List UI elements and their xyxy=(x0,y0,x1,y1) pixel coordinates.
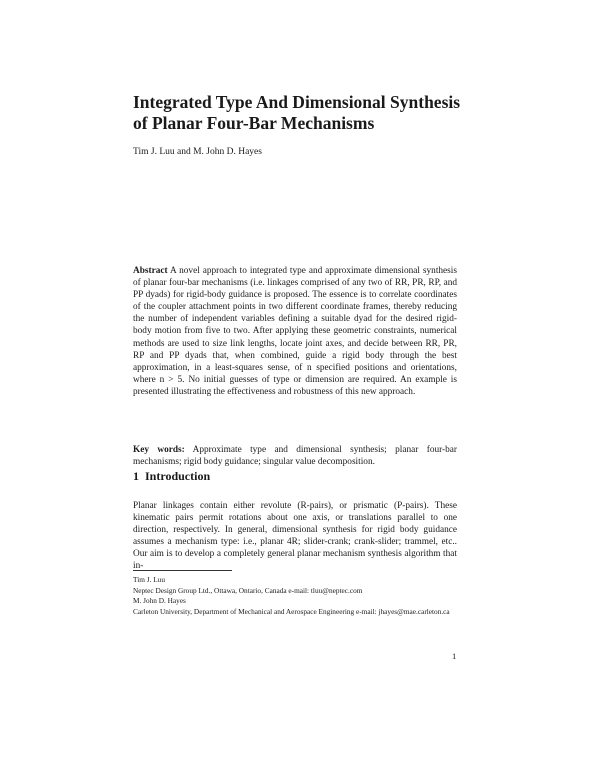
keywords-text: Approximate type and dimensional synthesis; planar four-bar mechanisms; rigid body guidance; singular value decomposition. xyxy=(133,445,458,468)
abstract xyxy=(133,265,457,398)
keywords-label: Key words: xyxy=(133,445,185,455)
section-heading-introduction xyxy=(133,469,210,484)
footnote-divider xyxy=(133,570,232,571)
keywords xyxy=(133,444,457,468)
author-footnotes xyxy=(133,575,457,617)
section-number: 1 xyxy=(133,469,139,483)
footnote-author1-affiliation: Neptec Design Group Ltd., Ottawa, Ontario, Canada e-mail: tluu@neptec.com xyxy=(133,585,363,595)
abstract-text: A novel approach to integrated type and approximate dimensional synthesis of planar four-bar mechanisms (i.e. linkages comprised of any two of RR, PR, RP, and PP dyads) for rigid-body guidance is proposed. The essence is to correlate coordinates of the coupler attachment points in two different coordinate frames, thereby reducing the number of independent variables defining a suitable dyad for the desired rigid-body motion from five to two. After applying these geometric constraints, numerical methods are used to size link lengths, locate joint axes, and decide between RR, PR, RP and PP dyads that, when combined, guide a rigid body through the best approximation, in a least-squares sense, of n specified positions and orientations, where n > 5. No initial guesses of type or dimension are required. An example is presented illustrating the effectiveness and robustness of this new approach. xyxy=(133,266,457,397)
author-list: Tim J. Luu and M. John D. Hayes xyxy=(133,147,262,157)
abstract-label: Abstract xyxy=(133,266,168,276)
footnote-author2-name: M. John D. Hayes xyxy=(133,596,186,605)
page-number: 1 xyxy=(452,651,457,661)
introduction-paragraph: Planar linkages contain either revolute (R-pairs), or prismatic (P-pairs). These kinematic pairs permit rotations about one axis, or translations parallel to one direction, respectively. In general, dimensional synthesis for rigid body guidance assumes a mechanism type: i.e., planar 4R; slider-crank; crank-slider; trammel, etc.. Our aim is to develop a completely general planar mechanism synthesis algorithm that in- xyxy=(133,501,457,572)
section-title: Introduction xyxy=(145,469,211,483)
paper-title: Integrated Type And Dimensional Synthesis of Planar Four-Bar Mechanisms xyxy=(133,92,461,133)
footnote-author2-affiliation: Carleton University, Department of Mechanical and Aerospace Engineering e-mail: jhayes@mae.carleton.ca xyxy=(133,606,450,616)
footnote-author1-name: Tim J. Luu xyxy=(133,575,165,584)
